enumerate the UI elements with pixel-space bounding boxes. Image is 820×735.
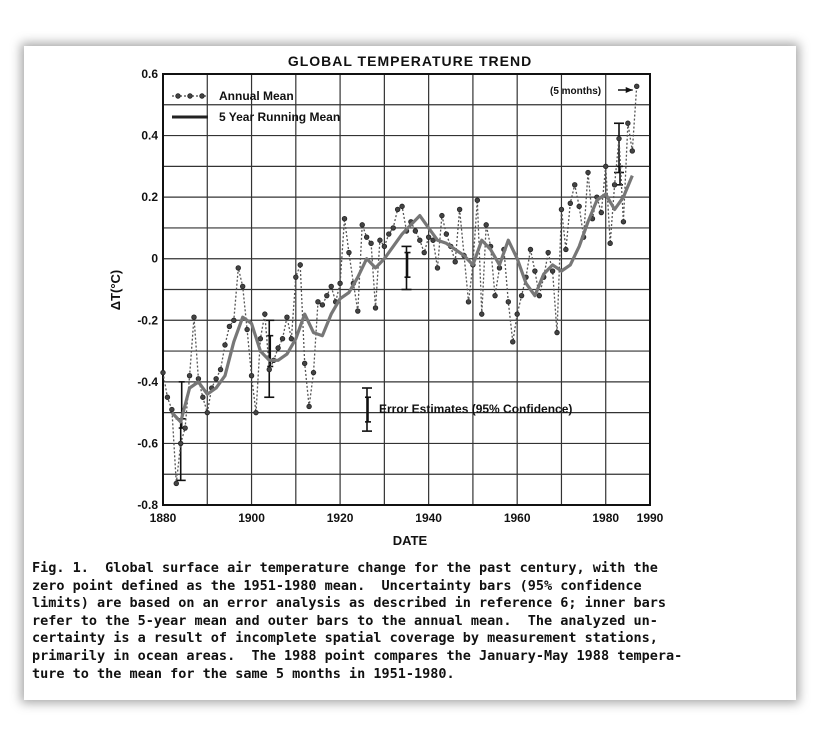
annual-mean-point — [161, 370, 166, 375]
annual-mean-point — [223, 343, 228, 348]
running-mean-line — [172, 176, 632, 422]
annual-mean-point — [289, 336, 294, 341]
annual-mean-point — [413, 229, 418, 234]
annual-mean-point — [475, 198, 480, 203]
annual-mean-point — [453, 259, 458, 264]
legend-running-label: 5 Year Running Mean — [219, 110, 341, 124]
annual-mean-point — [528, 247, 533, 252]
data-series — [161, 84, 639, 486]
annual-mean-point — [218, 367, 223, 372]
annual-mean-point — [382, 244, 387, 249]
annual-mean-point — [267, 367, 272, 372]
annual-mean-point — [227, 324, 232, 329]
annual-mean-point — [364, 235, 369, 240]
annual-mean-point — [342, 216, 347, 221]
error-estimate-label: Error Estimates (95% Confidence) — [379, 402, 573, 416]
annual-mean-point — [612, 183, 617, 188]
annual-mean-point — [599, 210, 604, 215]
caption-line: zero point defined as the 1951-1980 mean. Uncertainty bars (95% confidence — [32, 577, 642, 594]
error-bars — [176, 123, 624, 480]
caption-line: primarily in ocean areas. The 1988 point compares the January-May 1988 tempera- — [32, 647, 683, 664]
annual-mean-point — [178, 441, 183, 446]
y-tick-label: 0 — [151, 251, 158, 266]
annual-mean-point — [276, 346, 281, 351]
annual-mean-point — [174, 481, 179, 486]
annual-mean-point — [263, 312, 268, 317]
annual-mean-point — [280, 336, 285, 341]
annual-mean-point — [232, 318, 237, 323]
months-annotation: (5 months) — [550, 86, 602, 97]
annual-mean-point — [378, 238, 383, 243]
annual-mean-point — [533, 269, 538, 274]
annual-mean-point — [201, 395, 206, 400]
y-tick-label: 0.2 — [141, 190, 158, 205]
annual-mean-point — [165, 395, 170, 400]
months-arrow-head — [626, 87, 633, 93]
legend-annual-label: Annual Mean — [219, 89, 294, 103]
annual-mean-point — [444, 232, 449, 237]
annual-mean-point — [568, 201, 573, 206]
annual-mean-point — [386, 232, 391, 237]
annual-mean-point — [555, 330, 560, 335]
annual-mean-point — [621, 219, 626, 224]
annual-mean-point — [577, 204, 582, 209]
annual-mean-point — [515, 312, 520, 317]
y-tick-label: -0.6 — [137, 436, 158, 451]
annual-mean-point — [457, 207, 462, 212]
annual-mean-point — [617, 136, 622, 141]
annual-mean-point — [205, 410, 210, 415]
annual-mean-point — [519, 293, 524, 298]
y-tick-label: -0.2 — [137, 313, 158, 328]
annual-mean-point — [440, 213, 445, 218]
annual-mean-point — [307, 404, 312, 409]
annual-mean-point — [356, 309, 361, 314]
y-tick-label: 0.6 — [141, 67, 158, 81]
annual-mean-point — [572, 183, 577, 188]
annual-mean-point — [187, 373, 192, 378]
annual-mean-point — [347, 250, 352, 255]
annual-mean-point — [422, 250, 427, 255]
y-axis-label: ΔT(°C) — [108, 269, 123, 311]
annual-mean-point — [192, 315, 197, 320]
legend — [172, 89, 340, 124]
annual-mean-point — [546, 250, 551, 255]
annual-mean-point — [564, 247, 569, 252]
x-tick-label: 1940 — [415, 511, 442, 525]
chart-title: GLOBAL TEMPERATURE TREND — [287, 53, 533, 69]
annual-mean-point — [537, 293, 542, 298]
annual-mean-point — [369, 241, 374, 246]
annual-mean-point — [630, 149, 635, 154]
annual-mean-point — [626, 121, 631, 126]
annual-mean-point — [395, 207, 400, 212]
legend-annual-marker — [176, 94, 181, 99]
caption-line: Fig. 1. Global surface air temperature change for the past century, with the — [32, 560, 658, 576]
annual-mean-line — [163, 86, 637, 483]
annual-mean-point — [586, 170, 591, 175]
annual-mean-point — [506, 300, 511, 305]
annual-mean-point — [634, 84, 639, 89]
annual-mean-point — [435, 266, 440, 271]
y-tick-label: 0.4 — [141, 128, 158, 143]
annual-mean-point — [170, 407, 175, 412]
x-tick-label: 1990 — [636, 511, 664, 525]
y-tick-label: -0.4 — [137, 374, 158, 389]
figure-caption — [32, 560, 792, 683]
annual-mean-point — [302, 361, 307, 366]
caption-line: refer to the 5-year mean and outer bars to the annual mean. The analyzed un- — [32, 612, 658, 629]
annual-mean-point — [479, 312, 484, 317]
annual-mean-point — [426, 235, 431, 240]
annual-mean-point — [325, 293, 330, 298]
annual-mean-point — [484, 223, 489, 228]
annual-mean-point — [183, 426, 188, 431]
annual-mean-point — [373, 306, 378, 311]
annual-mean-point — [320, 303, 325, 308]
x-axis-label: DATE — [392, 533, 428, 548]
annual-mean-point — [603, 164, 608, 169]
annual-mean-point — [417, 238, 422, 243]
caption-line: certainty is a result of incomplete spatial coverage by measurement stations, — [32, 630, 658, 647]
annual-mean-point — [608, 241, 613, 246]
annual-mean-point — [245, 327, 250, 332]
x-tick-label: 1920 — [326, 511, 354, 525]
annual-mean-point — [294, 275, 299, 280]
x-tick-label: 1960 — [503, 511, 531, 525]
annual-mean-point — [298, 263, 303, 268]
y-tick-label: -0.8 — [137, 498, 158, 512]
caption-line: limits) are based on an error analysis as described in reference 6; inner bars — [32, 595, 666, 612]
annual-mean-point — [559, 207, 564, 212]
annual-mean-point — [240, 284, 245, 289]
annual-mean-point — [360, 223, 365, 228]
annual-mean-point — [214, 376, 219, 381]
annual-mean-point — [311, 370, 316, 375]
annual-mean-point — [338, 281, 343, 286]
annual-mean-point — [510, 340, 515, 345]
annual-mean-point — [493, 293, 498, 298]
annual-mean-point — [391, 226, 396, 231]
x-tick-label: 1880 — [149, 511, 177, 525]
legend-annual-marker — [188, 94, 193, 99]
x-tick-label: 1980 — [592, 511, 620, 525]
annual-mean-point — [254, 410, 259, 415]
annual-mean-point — [550, 269, 555, 274]
annual-mean-point — [236, 266, 241, 271]
annual-mean-point — [249, 373, 254, 378]
annual-mean-point — [258, 336, 263, 341]
annual-mean-point — [316, 300, 321, 305]
annual-mean-point — [329, 284, 334, 289]
annual-mean-point — [285, 315, 290, 320]
annual-mean-point — [466, 300, 471, 305]
caption-line: ture to the mean for the same 5 months in 1951-1980. — [32, 665, 455, 682]
legend-annual-marker — [200, 94, 205, 99]
annual-mean-point — [400, 204, 405, 209]
x-tick-label: 1900 — [238, 511, 265, 525]
